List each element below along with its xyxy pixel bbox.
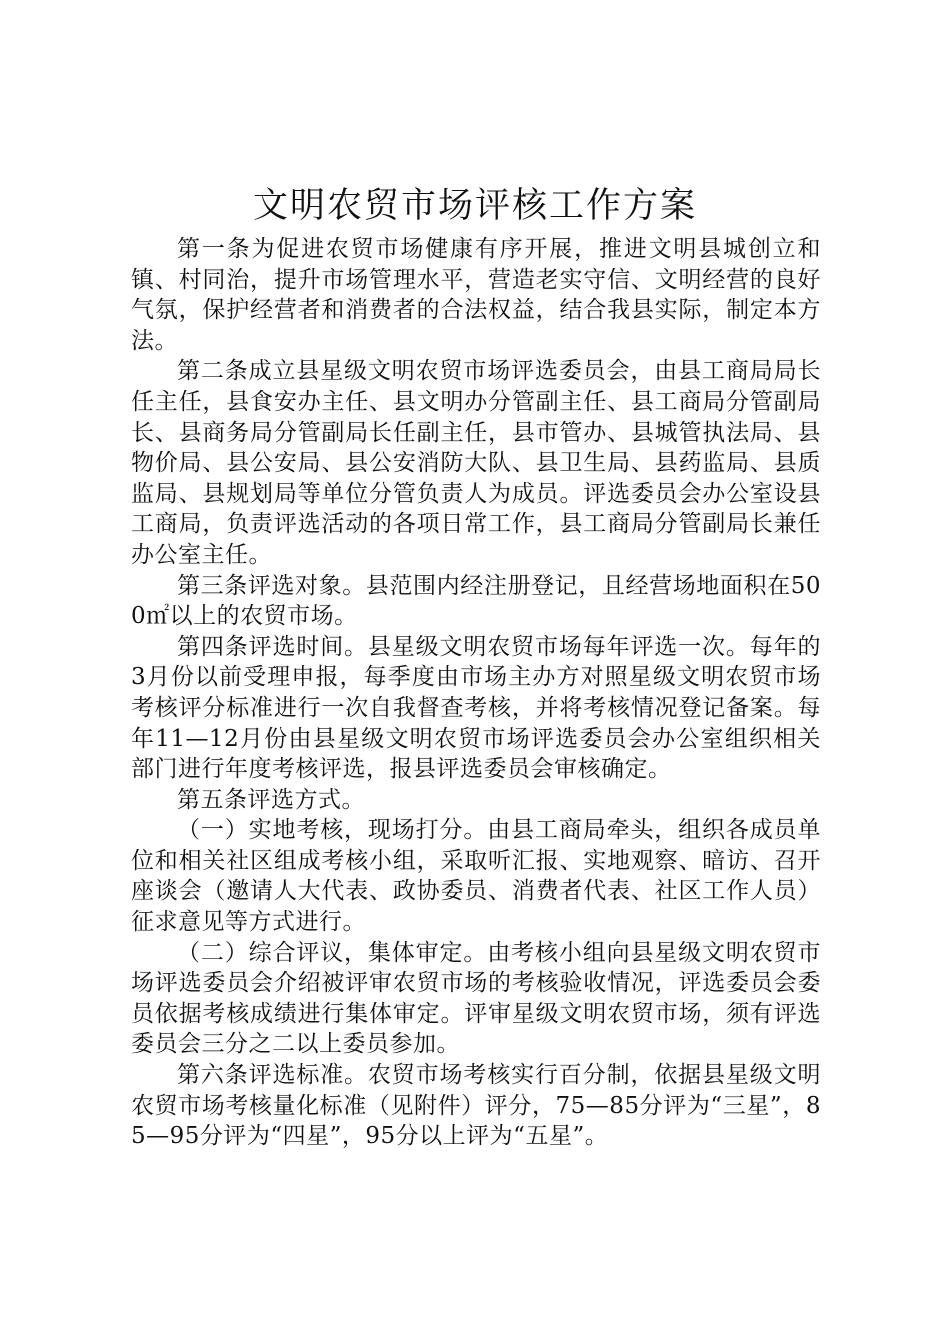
paragraph-article-4: 第四条评选时间。县星级文明农贸市场每年评选一次。每年的3月份以前受理申报，每季度由市场主办方对照星级文明农贸市场考核评分标准进行一次自我督查考核，并将考核情况登记备案。每年11—12月份由县星级文明农贸市场评选委员会办公室组织相关部门进行年度考核评选，报县评选委员会审核确定。 [131, 633, 821, 783]
document-title: 文明农贸市场评核工作方案 [252, 186, 697, 226]
paragraph-article-3: 第三条评选对象。县范围内经注册登记，且经营场地面积在500㎡以上的农贸市场。 [131, 572, 821, 630]
document-body [131, 234, 821, 1152]
paragraph-article-2: 第二条成立县星级文明农贸市场评选委员会，由县工商局局长任主任，县食安办主任、县文明办分管副主任、县工商局分管副局长、县商务局分管副局长任副主任，县市管办、县城管执法局、县物价局、县公安局、县公安消防大队、县卫生局、县药监局、县质监局、县规划局等单位分管负责人为成员。评选委员会办公室设县工商局，负责评选活动的各项日常工作，县工商局分管副局长兼任办公室主任。 [131, 358, 821, 568]
paragraph-article-5: 第五条评选方式。 [177, 786, 365, 813]
paragraph-article-5-item-1: （一）实地考核，现场打分。由县工商局牵头，组织各成员单位和相关社区组成考核小组，采取听汇报、实地观察、暗访、召开座谈会（邀请人大代表、政协委员、消费者代表、社区工作人员）征求意见等方式进行。 [131, 817, 821, 936]
paragraph-article-5-item-2: （二）综合评议，集体审定。由考核小组向县星级文明农贸市场评选委员会介绍被评审农贸市场的考核验收情况，评选委员会委员依据考核成绩进行集体审定。评审星级文明农贸市场，须有评选委员会三分之二以上委员参加。 [131, 939, 821, 1058]
paragraph-article-1: 第一条为促进农贸市场健康有序开展，推进文明县城创立和镇、村同治，提升市场管理水平，营造老实守信、文明经营的良好气氛，保护经营者和消费者的合法权益，结合我县实际，制定本方法。 [131, 236, 821, 354]
paragraph-article-6: 第六条评选标准。农贸市场考核实行百分制，依据县星级文明农贸市场考核量化标准（见附件）评分，75—85分评为“三星”，85—95分评为“四星”，95分以上评为“五星”。 [131, 1062, 821, 1150]
